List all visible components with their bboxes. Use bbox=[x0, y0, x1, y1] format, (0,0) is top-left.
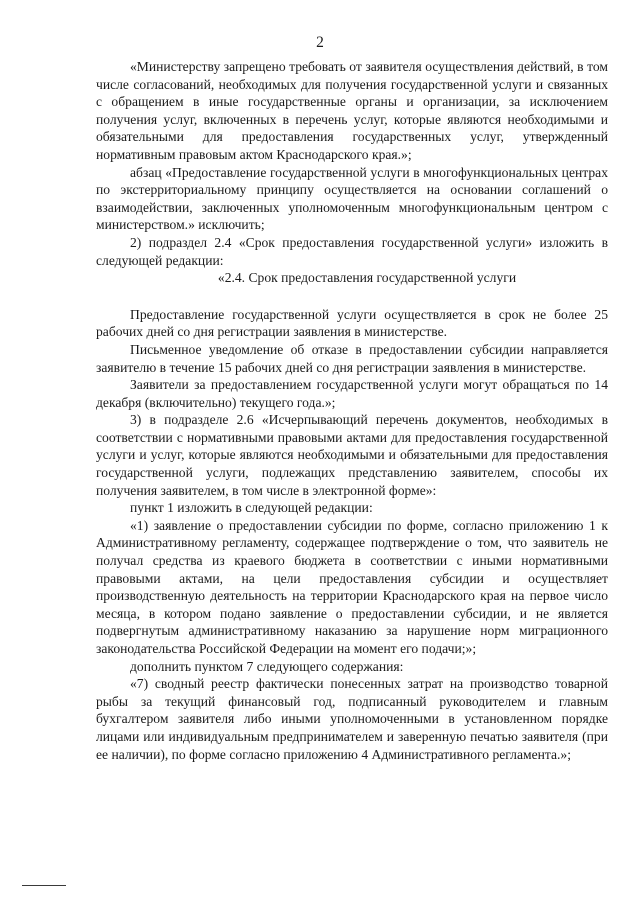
paragraph-mfc-exclusion: абзац «Предоставление государственной услуги в многофункциональных центрах по экстерриториальному принципу осуществляется на основании соглашений о взаимодействии, заключенных уполномоченным многофункциональным центром с министерством.» исключить; bbox=[96, 164, 608, 233]
paragraph-subsection-2-6-intro: 3) в подразделе 2.6 «Исчерпывающий перечень документов, необходимых в соответствии с нормативными правовыми актами для предоставления государственной услуги и услуг, которые являются необходимыми и обязательными для предоставления государственной услуги, подлежащих представлению заявителем, способы их получения заявителем, в том числе в электронной форме»: bbox=[96, 412, 608, 498]
page-number: 2 bbox=[316, 34, 324, 51]
paragraph-item-7-text: «7) сводный реестр фактически понесенных затрат на производство товарной рыбы за текущий финансовый год, подписанный руководителем и главным бухгалтером заявителя либо иными уполномоченными в установленном порядке лицами или индивидуальным предпринимателем и заверенную печатью заявителя (при ее наличии), по форме согласно приложению 4 Административного регламента.»; bbox=[96, 676, 608, 762]
subsection-heading-2-4: «2.4. Срок предоставления государственной услуги bbox=[217, 270, 517, 286]
paragraph-item-7-intro: дополнить пунктом 7 следующего содержания: bbox=[130, 658, 404, 674]
paragraph-item-1-text: «1) заявление о предоставлении субсидии по форме, согласно приложению 1 к Административному регламенту, содержащее подтверждение о том, что заявитель не получал средства из краевого бюджета в соответствии с иными нормативными правовыми актами, на цели предоставления субсидии и осуществляет производственную деятельность на территории Краснодарского края на первое число месяца, в котором подано заявление о предоставлении субсидии, и не является подвергнутым административному наказанию за нарушение норм миграционного законодательства Российской Федерации на момент его подачи;»; bbox=[96, 517, 608, 656]
paragraph-ministry-prohibition: «Министерству запрещено требовать от заявителя осуществления действий, в том числе согласований, необходимых для получения государственной услуги и связанных с обращением в иные государственные органы и организации, за исключением получения услуг, включенных в перечень услуг, которые являются необходимыми и обязательными для предоставления государственных услуг, утвержденный нормативным правовым актом Краснодарского края.»; bbox=[96, 59, 608, 162]
document-body bbox=[96, 58, 608, 763]
paragraph-subsection-2-4-intro: 2) подраздел 2.4 «Срок предоставления государственной услуги» изложить в следующей редакции: bbox=[96, 234, 608, 268]
paragraph-application-deadline: Заявители за предоставлением государственной услуги могут обращаться по 14 декабря (включительно) текущего года.»; bbox=[96, 377, 608, 410]
paragraph-item-1-intro: пункт 1 изложить в следующей редакции: bbox=[130, 500, 373, 516]
footer-rule bbox=[22, 885, 66, 886]
paragraph-refusal-notice: Письменное уведомление об отказе в предоставлении субсидии направляется заявителю в течение 15 рабочих дней со дня регистрации заявления в министерстве. bbox=[96, 341, 608, 375]
paragraph-service-term: Предоставление государственной услуги осуществляется в срок не более 25 рабочих дней со дня регистрации заявления в министерстве. bbox=[96, 306, 608, 340]
